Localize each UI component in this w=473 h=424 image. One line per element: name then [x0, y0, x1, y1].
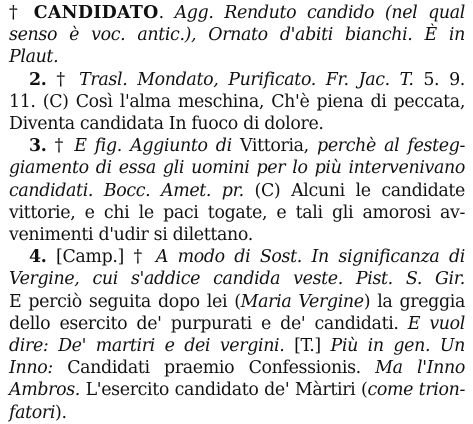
text-segment: . — [158, 3, 175, 23]
text-segment: ) la greggia — [363, 291, 465, 312]
text-segment: † — [46, 69, 80, 90]
text-segment: ). — [55, 402, 67, 423]
text-segment: † — [9, 3, 34, 23]
italic-text: Agg. Renduto candido (nel qual — [174, 3, 466, 23]
italic-text: giamento di essa gli uomini per lo più intervenivano — [9, 158, 465, 179]
italic-text: perchè al festeg- — [317, 136, 466, 157]
entry-line — [9, 357, 465, 379]
entry-line — [9, 69, 465, 91]
entry-line — [9, 135, 465, 157]
text-segment: [Camp.] † — [46, 247, 156, 268]
text-segment: E perciò seguita dopo lei ( — [9, 291, 241, 312]
italic-text: candidati. Bocc. Amet. pr. — [9, 180, 244, 201]
sense-number: 2. — [29, 69, 47, 90]
sense-number: 4. — [29, 247, 47, 268]
text-segment: L'esercito candidato de' Màrtiri ( — [79, 380, 368, 401]
entry-line — [9, 46, 465, 68]
text-segment: † — [46, 136, 75, 157]
headword: CANDIDATO — [33, 3, 159, 23]
text-segment: (C) Alcuni le candidate — [243, 180, 465, 201]
italic-text: fatori — [9, 402, 56, 423]
entry-line — [9, 2, 465, 24]
sense-number: 3. — [29, 136, 47, 157]
italic-text: Vergine, cui s'addice candida veste. Pist. S. Gir. — [9, 269, 465, 290]
text-segment: venimenti d'udir si dilettano. — [9, 225, 253, 246]
entry-line — [9, 268, 465, 290]
italic-text: Ambros. — [9, 380, 80, 401]
text-segment: dello esercito de' purpurati e de' candidati. — [9, 313, 408, 334]
entry-line — [9, 180, 465, 202]
italic-text: Maria Vergine — [240, 291, 364, 312]
text-segment: Diventa candidata In fuoco di dolore. — [9, 114, 324, 135]
entry-line — [9, 379, 465, 401]
entry-line — [9, 202, 465, 224]
entry-line — [9, 402, 465, 424]
text-segment: Vittoria, — [239, 136, 318, 157]
italic-text: dire: De' martiri e dei vergini. — [9, 336, 285, 357]
italic-text: A modo di Sost. In significanza di — [155, 247, 465, 268]
entry-line — [9, 24, 465, 46]
italic-text: Plaut. — [9, 47, 59, 68]
entry-line — [9, 313, 465, 335]
italic-text: E vuol — [407, 313, 465, 334]
text-segment: 11. (C) Così l'alma meschina, Ch'è piena di peccata, — [9, 91, 465, 112]
italic-text: Più in gen. Un — [330, 336, 465, 357]
text-segment: vittorie, e chi le paci togate, e tali gli amorosi av- — [9, 202, 465, 223]
italic-text: Ma l'Inno — [375, 358, 465, 379]
italic-text: come trion- — [367, 380, 465, 401]
italic-text: Trasl. Mondato, Purificato. Fr. Jac. T. — [79, 69, 414, 90]
italic-text: Inno: — [9, 358, 53, 379]
entry-line — [9, 113, 465, 135]
text-segment: 5. 9. — [413, 69, 465, 90]
entry-line — [9, 291, 465, 313]
entry-line — [9, 224, 465, 246]
text-segment: [T.] — [284, 336, 331, 357]
italic-text: senso è voc. antic.), Ornato d'abiti bianchi. È in — [9, 25, 465, 46]
text-segment: Candidati praemio Confessionis. — [52, 358, 376, 379]
italic-text: E fig. Aggiunto di — [74, 136, 240, 157]
entry-line — [9, 246, 465, 268]
entry-line — [9, 157, 465, 179]
entry-line — [9, 91, 465, 113]
entry-line — [9, 335, 465, 357]
